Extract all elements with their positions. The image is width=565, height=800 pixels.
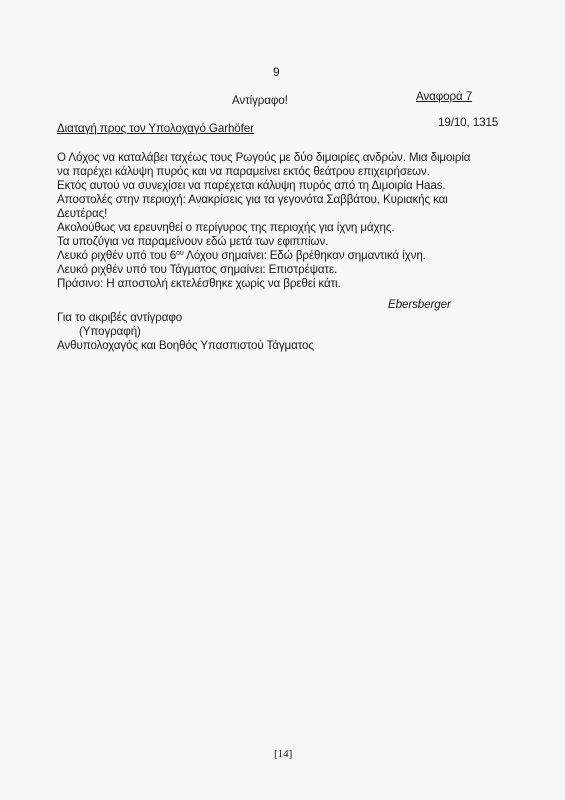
signer-name: Ebersberger	[388, 298, 451, 311]
body-line: Ακολούθως να ερευνηθεί ο περίγυρος της περιοχής για ίχνη μάχης.	[57, 221, 395, 234]
body-line: Εκτός αυτού να συνεχίσει να παρέχεται κάλυψη πυρός από τη Διμοιρία Haas.	[57, 179, 446, 192]
flare-white-company-prefix: Λευκό ριχθέν υπό του 6	[57, 249, 177, 262]
order-heading: Διαταγή προς τον Υπολοχαγό Garhöfer	[57, 122, 254, 135]
flare-white-company-suffix: Λόχου σημαίνει: Εδώ βρέθηκαν σημαντικά ίχνη.	[183, 249, 426, 262]
order-date: 19/10, 1315	[438, 116, 499, 129]
flare-white-company-line	[57, 249, 426, 262]
body-line: Αποστολές στην περιοχή: Ανακρίσεις για τα γεγονότα Σαββάτου, Κυριακής και	[57, 193, 448, 206]
ordinal-suffix: ου	[176, 250, 184, 257]
page-number: 9	[273, 65, 280, 79]
body-line: να παρέχει κάλυψη πυρός και να παραμείνει εκτός θεάτρου επιχειρήσεων.	[57, 165, 430, 178]
flare-green-line: Πράσινο: Η αποστολή εκτελέσθηκε χωρίς να βρεθεί κάτι.	[57, 277, 341, 290]
report-number: Αναφορά 7	[416, 90, 473, 103]
body-line: Τα υποζύγια να παραμείνουν εδώ μετά των εφιππίων.	[57, 235, 329, 248]
certification-line: Για το ακριβές αντίγραφο	[57, 311, 183, 324]
flare-white-battalion-line: Λευκό ριχθέν υπό του Τάγματος σημαίνει: Επιστρέψατε.	[57, 263, 338, 276]
certification-rank: Ανθυπολοχαγός και Βοηθός Υπασπιστού Τάγματος	[57, 339, 314, 352]
footer-page-label: [14]	[274, 748, 293, 760]
body-line: Ο Λόχος να καταλάβει ταχέως τους Ρωγούς με δύο διμοιρίες ανδρών. Μια διμοιρία	[57, 151, 471, 164]
certification-signature-note: (Υπογραφή)	[79, 325, 141, 338]
document-title: Αντίγραφο!	[232, 94, 288, 107]
body-line: Δευτέρας!	[57, 207, 108, 220]
